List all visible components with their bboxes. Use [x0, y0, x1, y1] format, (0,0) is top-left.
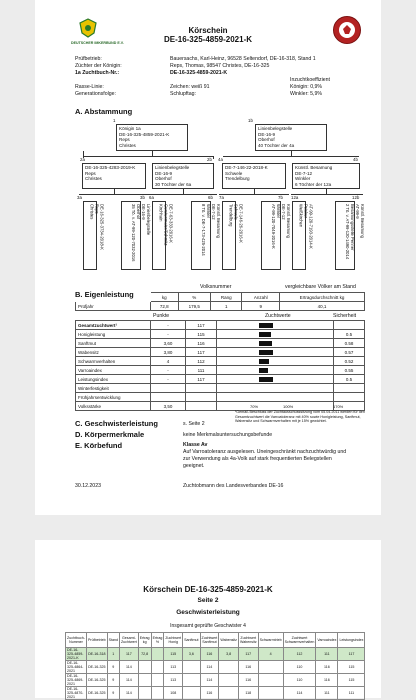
- ped-line: Oberhof: [136, 204, 141, 220]
- pedigree-box-2a: [82, 163, 146, 189]
- pedigree-box-7b: [261, 201, 291, 270]
- zw-value: 116: [186, 339, 217, 348]
- ped-line: Künstl. Besamung: [216, 204, 221, 238]
- geschwister-cell: DE-16-318: [86, 648, 107, 661]
- inzucht-winkler: Winkler: 5,9%: [290, 91, 322, 97]
- geschwister-cell: [219, 687, 239, 700]
- geschwister-cell: 111: [316, 648, 338, 661]
- geschwister-cell: 117: [238, 648, 258, 661]
- geschwister-cell: 116: [316, 661, 338, 674]
- geschwister-cell: [138, 674, 151, 687]
- geschwister-cell: 117: [338, 648, 365, 661]
- geschwister-cell: 9: [107, 674, 119, 687]
- page-2: [35, 540, 381, 698]
- geschwister-cell: [138, 687, 151, 700]
- ped-line: DE-16-9: [141, 204, 146, 220]
- zw-bar: [259, 359, 269, 364]
- inzucht-koenigin: Königin: 0,9%: [290, 84, 323, 90]
- geschwister-cell: DE-16-325-4870-2021: [66, 687, 87, 700]
- col-header: Zuchtwert Schwarmverhalten: [283, 633, 316, 648]
- col-pct: %: [178, 293, 210, 302]
- geschwister-cell: 1: [107, 648, 119, 661]
- zw-punkte: 3,60: [151, 339, 186, 348]
- zw-bar-cell: [217, 339, 334, 348]
- page2-subtitle: Seite 2: [197, 597, 219, 604]
- zw-label: Volksstärke: [76, 402, 151, 411]
- geschwister-cell: [183, 687, 200, 700]
- zw-value: 115: [186, 330, 217, 339]
- info-label-1: Züchter der Königin:: [75, 63, 122, 69]
- zw-sicherheit: 0.52: [334, 357, 365, 366]
- zw-bar: [259, 350, 273, 355]
- ped-label-7a: 7a: [219, 195, 224, 200]
- geschwister-cell: 116: [200, 687, 219, 700]
- geschwister-cell: 114: [283, 687, 316, 700]
- zw-punkte: 3,80: [151, 348, 186, 357]
- zw-sicherheit: 0.5: [334, 330, 365, 339]
- geschwister-cell: 116: [238, 661, 258, 674]
- info-value-1: Reps, Thomas, 98547 Christes, DE-16-325: [170, 63, 270, 69]
- zw-bar-cell: [217, 384, 334, 393]
- zw-punkte: -: [151, 321, 186, 330]
- ped-line: Trendelburg: [225, 176, 250, 182]
- geschwister-cell: 116: [238, 674, 258, 687]
- pedigree-box-6a: [152, 201, 174, 270]
- pedigree-box-12b: [335, 201, 365, 270]
- zw-row: [76, 384, 365, 393]
- info-value-0: Bauersachs, Karl-Heinz, 96528 Seltendorf, DE-16-318, Stand 1: [170, 56, 316, 62]
- ped-line: Winkler: [206, 204, 211, 218]
- geschwister-cell: 3,8: [219, 648, 239, 661]
- geschwister-cell: DE-16-325-4859-2021-K: [66, 648, 87, 661]
- geschwister-row: [66, 687, 365, 700]
- ped-line: DE-16-325-3734-2018-K: [99, 204, 105, 250]
- geschwister-cell: 114: [200, 661, 219, 674]
- geschwister-cell: 113: [164, 661, 183, 674]
- zw-sicherheit: [334, 321, 365, 330]
- connector: [213, 156, 214, 159]
- zw-row: [76, 348, 365, 357]
- vergleich-header: vergleichbare Völker am Stand: [285, 284, 356, 290]
- geschwister-cell: 118: [238, 687, 258, 700]
- col-avg: Ertragsdurchschnitt kg: [280, 293, 365, 302]
- zw-punkte: -: [151, 330, 186, 339]
- ped-label-1b: 1b: [248, 118, 253, 123]
- ped-line: Oberhof: [258, 137, 275, 143]
- zw-label: Schwarmverhalten: [76, 357, 151, 366]
- ped-line: Künstl. Besamung: [295, 165, 333, 170]
- ped-label-3a: 3a: [77, 195, 82, 200]
- cell-rang: 1: [210, 302, 242, 311]
- geschwister-cell: [151, 674, 164, 687]
- rasse-label: Rasse-Linie:: [75, 84, 104, 90]
- ped-line: DE-7-146-22-2018-K: [225, 165, 268, 170]
- zw-value: 117: [186, 348, 217, 357]
- col-header: Varroaindex: [316, 633, 338, 648]
- ped-line: DE-7-12: [295, 170, 313, 176]
- geschwister-cell: [258, 661, 283, 674]
- zw-row: [76, 330, 365, 339]
- zw-label: Varroaindex: [76, 366, 151, 375]
- zw-punkte: [151, 384, 186, 393]
- ped-label-7b: 7b: [278, 195, 283, 200]
- zw-punkte: -: [151, 366, 186, 375]
- geschwister-cell: 111: [338, 687, 365, 700]
- ped-line: 30 Töchter der 6a: [155, 181, 192, 187]
- geschwister-cell: DE-16-325-4864-2021: [66, 661, 87, 674]
- geschwister-cell: DE-16-325: [86, 674, 107, 687]
- zw-punkte: -: [151, 375, 186, 384]
- zw-value: 111: [186, 366, 217, 375]
- pedigree-box-12a: [292, 201, 314, 270]
- ped-line: Trendelburg: [228, 204, 234, 227]
- ped-line: Besamungsstelle Penner: [350, 204, 355, 251]
- zw-label: Winterfestigkeit: [76, 384, 151, 393]
- page2-title: Körschein DE-16-325-4859-2021-K: [143, 585, 273, 594]
- section-b-heading: B. Eigenleistung: [75, 290, 134, 299]
- geschwister-cell: 114: [119, 661, 138, 674]
- geschwister-cell: 72,8: [138, 648, 151, 661]
- connector: [83, 156, 213, 157]
- section-e-line: Auf Varroatoleranz ausgelesen. Uneingeschränkt nachzuchtwürdig und: [183, 449, 347, 455]
- connector: [223, 156, 359, 157]
- page-1: [35, 0, 381, 515]
- ped-line: DE-16-9: [258, 131, 276, 137]
- schlupftag-label: Schlupftag:: [170, 91, 196, 97]
- ped-line: Gerstenmaier/Schmitz: [163, 204, 169, 246]
- col-header: Schwarmtrieb: [258, 633, 283, 648]
- ped-line: 6 Töchter der 12a: [295, 181, 332, 187]
- col-header: Ertrag kg: [138, 633, 151, 648]
- geschwister-cell: 116: [316, 674, 338, 687]
- zw-bar-cell: [217, 330, 334, 339]
- geschwister-cell: 115: [338, 661, 365, 674]
- pedigree-box-3a: [83, 201, 105, 270]
- scale-100: 100%: [283, 404, 294, 409]
- geschwister-cell: 116: [200, 648, 219, 661]
- ped-line: Reps: [94, 204, 100, 214]
- zw-bar: [259, 332, 271, 337]
- ped-line: Linienbelegstelle: [155, 165, 190, 170]
- zw-value: [186, 402, 217, 411]
- geschwister-cell: 110: [283, 661, 316, 674]
- punkte-header: Punkte: [153, 313, 170, 319]
- ped-line: Linienbelegstelle: [146, 204, 151, 236]
- geschwister-cell: 4: [258, 648, 283, 661]
- zw-punkte: 4: [151, 357, 186, 366]
- ped-line: Oberhof: [155, 176, 172, 182]
- info-label-2: 1a Zuchtbuch-Nr.:: [75, 70, 120, 76]
- col-header: Stand: [107, 633, 119, 648]
- pedigree-box-6b: [191, 201, 221, 270]
- geschwister-cell: 112: [283, 648, 316, 661]
- section-e-heading: E. Körbefund: [75, 441, 123, 450]
- section-e-title: Klasse Av: [183, 442, 208, 448]
- geschwister-cell: [183, 674, 200, 687]
- pedigree-box-1b: [255, 124, 327, 151]
- ped-line: DE-7-146-26-2016-K: [238, 204, 244, 243]
- zw-label: Sanftmut: [76, 339, 151, 348]
- pedigree-box-4b: [292, 163, 360, 189]
- ped-label-6a: 6a: [149, 195, 154, 200]
- geschwister-cell: 113: [164, 674, 183, 687]
- geschwister-cell: 108: [164, 687, 183, 700]
- info-value-2: DE-16-325-4859-2021-K: [170, 70, 228, 76]
- zw-row: [76, 339, 365, 348]
- col-rang: Rang: [210, 293, 242, 302]
- ped-line: DE-16-325-4283-2019-K: [85, 165, 136, 170]
- zw-value: 112: [186, 357, 217, 366]
- zw-value: [186, 393, 217, 402]
- ped-line: Kirchhain: [158, 204, 164, 222]
- generation-label: Generationsfolge:: [75, 91, 116, 97]
- ped-line: Königin 1a: [119, 126, 141, 131]
- zw-row: [76, 393, 365, 402]
- zw-bar-cell: [217, 366, 334, 375]
- section-c-value: s. Seite 2: [183, 421, 205, 427]
- zw-row: [76, 366, 365, 375]
- zw-row: [76, 375, 365, 384]
- zw-bar: [259, 341, 272, 346]
- ped-line: 8 Tö. v. DE-7-173-425-2014: [201, 204, 206, 256]
- logo-text: DEUTSCHER IMKERBUND E.V.: [71, 41, 124, 45]
- geschwister-table: [65, 632, 364, 700]
- sicherheit-header: Sicherheit: [333, 313, 357, 319]
- col-header: Ertrag %: [151, 633, 164, 648]
- row-label: Prüfjahr: [76, 302, 151, 311]
- geschwister-cell: [183, 661, 200, 674]
- col-header: Wabensitz: [219, 633, 239, 648]
- col-header: Leistungsindex: [338, 633, 365, 648]
- pedigree-box-1: [116, 124, 188, 151]
- ped-line: Winkler: [295, 176, 311, 182]
- connector: [79, 194, 149, 195]
- geschwister-cell: 114: [119, 674, 138, 687]
- ped-line: DE-16-325-4859-2021-K: [119, 131, 170, 137]
- zw-bar: [259, 377, 273, 382]
- ped-line: 40 Töchter der 4a: [258, 142, 295, 148]
- zuchtwert-table: [75, 320, 365, 411]
- pedigree-box-4a: [222, 163, 286, 189]
- zw-label: Leistungsindex: [76, 375, 151, 384]
- date: 30.12.2023: [75, 483, 101, 489]
- pedigree-box-3b: [121, 201, 151, 270]
- zuchtwerte-header: Zuchtwerte: [265, 313, 291, 319]
- zw-sicherheit: [334, 393, 365, 402]
- ped-line: Schwele: [225, 170, 243, 176]
- zw-sicherheit: 0.57: [334, 348, 365, 357]
- col-header: Prüfbetrieb: [86, 633, 107, 648]
- ped-line: AT-99-120-7193-2014-K: [308, 204, 314, 249]
- geschwister-row: [66, 661, 365, 674]
- geschwister-row: [66, 674, 365, 687]
- col-header: Zuchtwert Honig: [164, 633, 183, 648]
- ped-label-6b: 6b: [208, 195, 213, 200]
- ped-line: AT-99-120-7049-2016-K: [271, 204, 276, 249]
- geschwister-cell: [219, 661, 239, 674]
- scale-70: 70%: [250, 404, 259, 409]
- zw-label: Frühjahrsentwicklung: [76, 393, 151, 402]
- eigenleistung-table: [75, 292, 365, 311]
- zw-label: Honigleistung: [76, 330, 151, 339]
- ped-line: Winkler: [276, 204, 281, 218]
- page-title: Körschein: [188, 26, 228, 35]
- ped-line: Reps: [119, 137, 130, 143]
- section-a-heading: A. Abstammung: [75, 107, 133, 116]
- ped-line: Weißkirchen: [298, 204, 304, 228]
- zw-bar-cell: [217, 393, 334, 402]
- geschwister-cell: DE-16-325: [86, 687, 107, 700]
- ped-label-1: 1: [113, 118, 116, 123]
- page2-note: Insgesamt geprüfte Geschwister 4: [170, 623, 246, 629]
- zw-label: Gesamtzuchtwert¹: [76, 321, 151, 330]
- section-d-value: keine Merkmalsuntersuchungsbefunde: [183, 432, 273, 438]
- zw-bar-cell: [217, 321, 334, 330]
- ped-line: Peisker: [303, 204, 309, 218]
- geschwister-cell: 114: [119, 687, 138, 700]
- ped-line: Reps: [85, 170, 96, 176]
- inzucht-heading: Inzuchtkoeffizient: [290, 77, 330, 83]
- ped-line: Christes: [119, 142, 136, 148]
- cell-avg: 40,1: [280, 302, 365, 311]
- zw-value: [186, 384, 217, 393]
- ped-label-2a: 2a: [80, 157, 85, 162]
- geschwister-cell: [151, 661, 164, 674]
- col-anzahl: Anzahl: [242, 293, 280, 302]
- zw-bar-cell: [217, 357, 334, 366]
- zw-sicherheit: [334, 384, 365, 393]
- zw-sicherheit: 0.55: [334, 366, 365, 375]
- pedigree-box-7a: [222, 201, 244, 270]
- zw-bar-cell: [217, 348, 334, 357]
- ped-label-2b: 2b: [207, 157, 212, 162]
- ped-line: 35 Tö. v. AT-99-120-7032-2016: [131, 204, 136, 262]
- page2-heading: Geschwisterleistung: [176, 609, 240, 616]
- section-e-line: zur Verwendung als 4a-Volk auf stark frequentierten Belegstellen: [183, 456, 332, 462]
- ped-line: Christes: [89, 204, 95, 220]
- ped-line: DE-7-12: [281, 204, 286, 220]
- geschwister-cell: DE-16-325: [86, 661, 107, 674]
- zw-bar: [259, 323, 273, 328]
- col-header: Sanftmut: [183, 633, 200, 648]
- koerschein-id: DE-16-325-4859-2021-K: [163, 35, 253, 44]
- col-kg: kg: [151, 293, 179, 302]
- geschwister-cell: [138, 661, 151, 674]
- col-header: Zuchtwert Wabensitz: [238, 633, 258, 648]
- ped-label-12a: 12a: [291, 195, 299, 200]
- ped-label-4b: 4b: [353, 157, 358, 162]
- geschwister-cell: [151, 687, 164, 700]
- geschwister-cell: [258, 674, 283, 687]
- volksnummer-header: Volksnummer: [200, 284, 232, 290]
- geschwister-cell: 111: [316, 687, 338, 700]
- geschwister-cell: DE-16-325-4869-2021: [66, 674, 87, 687]
- ped-label-12b: 12b: [352, 195, 360, 200]
- zw-value: 117: [186, 375, 217, 384]
- section-c-heading: C. Geschwisterleistung: [75, 419, 158, 428]
- geschwister-cell: 114: [200, 674, 219, 687]
- section-e-line: geeignet.: [183, 463, 205, 469]
- zw-sicherheit: 0.5: [334, 375, 365, 384]
- geschwister-cell: 115: [164, 648, 183, 661]
- geschwister-cell: 110: [283, 674, 316, 687]
- ped-line: DE-7-63-333-2016-K: [168, 204, 174, 243]
- ped-line: 2 Tö. v. AT-99-120-1490-2014: [345, 204, 350, 260]
- zw-punkte: 3,50: [151, 402, 186, 411]
- geschwister-cell: 9: [107, 661, 119, 674]
- ped-line: Christes: [85, 176, 102, 182]
- ped-line: Linienbelegstelle: [258, 126, 293, 131]
- col-header: Zuchtbuch-Nummer: [66, 633, 87, 648]
- cell-anzahl: 9: [242, 302, 280, 311]
- signature-line: Zuchtobmann des Landesverbandes DE-16: [183, 483, 284, 489]
- geschwister-cell: 117: [119, 648, 138, 661]
- zw-bar-cell: [217, 375, 334, 384]
- zw-value: 117: [186, 321, 217, 330]
- zw-punkte: [151, 393, 186, 402]
- ped-line: Schwele: [233, 204, 239, 220]
- ped-line: DE-16-9: [155, 170, 173, 176]
- zw-label: Wabensitz: [76, 348, 151, 357]
- geschwister-cell: [151, 648, 164, 661]
- col-header: Zuchtwert Sanftmut: [200, 633, 219, 648]
- zw-row: [76, 357, 365, 366]
- connector: [149, 194, 217, 195]
- ped-line: Künstl. Besamung: [360, 204, 365, 238]
- zw-sicherheit: 0.58: [334, 339, 365, 348]
- geschwister-row: [66, 648, 365, 661]
- geschwister-cell: 115: [338, 674, 365, 687]
- ped-line: AT-99-9: [355, 204, 360, 219]
- zw-bar: [259, 368, 268, 373]
- geschwister-cell: 3,6: [183, 648, 200, 661]
- cell-pct: 179,5: [178, 302, 210, 311]
- geschwister-cell: [258, 687, 283, 700]
- rasse-value: Zeichen: weiß 91: [170, 84, 210, 90]
- geschwister-cell: [219, 674, 239, 687]
- section-d-heading: D. Körpermerkmale: [75, 430, 145, 439]
- col-header: Gesamt-Zuchtwert: [119, 633, 138, 648]
- ped-line: Künstl. Besamung: [286, 204, 291, 238]
- cell-kg: 72,8: [151, 302, 179, 311]
- ped-label-3b: 3b: [140, 195, 145, 200]
- scale-170: 170%: [333, 404, 344, 409]
- footnote: ¹Gemäß Beschluss der Zuchtausschusssitzung vom 05.04.2011 werden für den Gesamtzuchtwert die Varroatoleranz mit 40% sowie Honigleistung, Sanftmut, Wabensitz und Schwarmverhalten mit je 15% gewichtet.: [235, 410, 365, 424]
- zw-row: [76, 321, 365, 330]
- ped-label-4a: 4a: [218, 157, 223, 162]
- info-label-0: Prüfbetrieb:: [75, 56, 102, 62]
- pedigree-box-2b: [152, 163, 214, 189]
- geschwister-cell: 9: [107, 687, 119, 700]
- ped-line: DE-7-12: [211, 204, 216, 220]
